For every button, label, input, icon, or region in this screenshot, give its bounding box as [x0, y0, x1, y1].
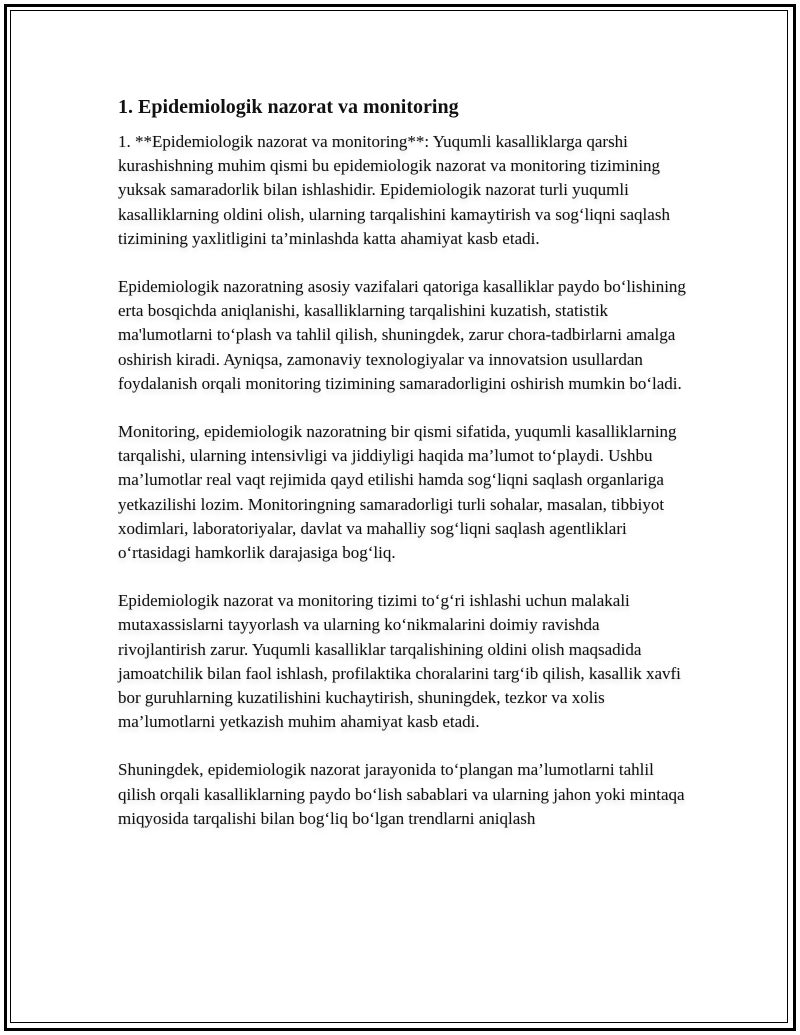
section-heading: 1. Epidemiologik nazorat va monitoring	[118, 96, 459, 118]
document-body	[118, 94, 688, 855]
paragraph-2: Epidemiologik nazoratning asosiy vazifalari qatoriga kasalliklar paydo bo‘lishining erta bosqichda aniqlanishi, kasalliklarning tarqalishini kuzatish, statistik ma'lumotlarni to‘plash va tahlil qilish, shuningdek, zarur chora-tadbirlarni amalga oshirish kiradi. Ayniqsa, zamonaviy texnologiyalar va innovatsion usullardan foydalanish orqali monitoring tizimining samaradorligini oshirish mumkin bo‘ladi.	[118, 277, 686, 393]
paragraph-3: Monitoring, epidemiologik nazoratning bir qismi sifatida, yuqumli kasalliklarning tarqalishi, ularning intensivligi va jiddiyligi haqida ma’lumot to‘playdi. Ushbu ma’lumotlar real vaqt rejimida qayd etilishi hamda sog‘liqni saqlash organlariga yetkazilishi lozim. Monitoringning samaradorligi turli sohalar, masalan, tibbiyot xodimlari, laboratoriyalar, davlat va mahalliy sog‘liqni saqlash agentliklari o‘rtasidagi hamkorlik darajasiga bog‘liq.	[118, 422, 677, 563]
paragraph-5: Shuningdek, epidemiologik nazorat jarayonida to‘plangan ma’lumotlarni tahlil qilish orqali kasalliklarning paydo bo‘lish sabablari va ularning jahon yoki mintaqa miqyosida tarqalishi bilan bog‘liq bo‘lgan trendlarni aniqlash	[118, 760, 685, 828]
paragraph-1: 1. **Epidemiologik nazorat va monitoring**: Yuqumli kasalliklarga qarshi kurashishning muhim qismi bu epidemiologik nazorat va monitoring tizimining yuksak samaradorlik bilan ishlashidir. Epidemiologik nazorat turli yuqumli kasalliklarning oldini olish, ularning tarqalishini kamaytirish va sog‘liqni saqlash tizimining yaxlitligini ta’minlashda katta ahamiyat kasb etadi.	[118, 132, 670, 248]
paragraph-4: Epidemiologik nazorat va monitoring tizimi to‘g‘ri ishlashi uchun malakali mutaxassislarni tayyorlash va ularning ko‘nikmalarini doimiy ravishda rivojlantirish zarur. Yuqumli kasalliklar tarqalishining oldini olish maqsadida jamoatchilik bilan faol ishlash, profilaktika choralarini targ‘ib qilish, kasallik xavfi bor guruhlarning kuzatilishini kuchaytirish, shuningdek, tezkor va xolis ma’lumotlarni yetkazish muhim ahamiyat kasb etadi.	[118, 591, 681, 732]
